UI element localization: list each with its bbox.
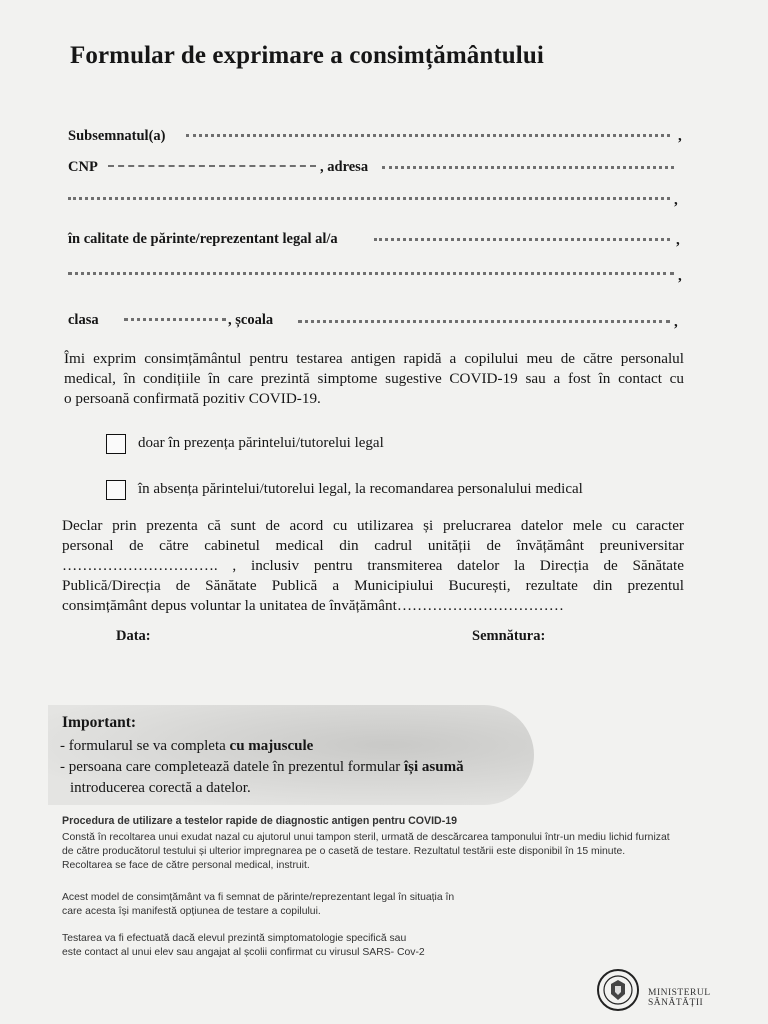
note-line: Testarea va fi efectuată dacă elevul prezintă simptomatologie specifică sau	[62, 933, 407, 944]
option-checkbox-prezenta[interactable]	[106, 434, 126, 454]
important-line-1	[60, 736, 313, 757]
important-line-2	[60, 757, 464, 778]
consent-line: medical, în condițiile în care prezintă simptome sugestive COVID-19 sau a fost în contact cu	[64, 370, 684, 387]
declaration-line: …………………………. , inclusiv pentru transmiterea datelor la Direcția de Sănătate	[62, 557, 684, 574]
clasa-field[interactable]	[124, 318, 226, 321]
procedure-line: Constă în recoltarea unui exudat nazal cu ajutorul unui tampon steril, urmată de descărcarea tamponului într-un mediu lichid furnizat	[62, 832, 670, 843]
calitate-field[interactable]	[374, 238, 670, 241]
scoala-comma: ,	[674, 314, 678, 330]
cnp-field[interactable]	[108, 165, 316, 167]
subsemnatul-comma: ,	[678, 128, 682, 144]
procedure-heading: Procedura de utilizare a testelor rapide de diagnostic antigen pentru COVID-19	[62, 815, 457, 827]
declaration-line: personal de către cabinetul medical din cadrul unității de învățământ preuniversitar	[62, 537, 684, 554]
note-line: care acesta își manifestă opțiunea de testare a copilului.	[62, 906, 321, 917]
calitate-field-line2[interactable]	[68, 272, 674, 275]
procedure-line: de către producătorul testului și ulterior impregnarea pe o casetă de testare. Rezultatul testării este disponibil în 15 minute.	[62, 846, 626, 857]
ministry-line: SĂNĂTĂȚII	[648, 998, 704, 1008]
note-consent	[62, 891, 454, 919]
important-text: - persoana care completează datele în prezentul formular	[60, 759, 404, 775]
ministry-name	[648, 988, 711, 1008]
important-emphasis: cu majuscule	[229, 738, 314, 754]
clasa-label: clasa	[68, 312, 99, 328]
important-emphasis: își asumă	[403, 759, 464, 775]
calitate-label: în calitate de părinte/reprezentant legal al/a	[68, 231, 338, 247]
important-heading: Important:	[62, 714, 137, 731]
consent-line: Îmi exprim consimțământul pentru testarea antigen rapidă a copilului meu de către personalul	[64, 350, 684, 367]
calitate-comma: ,	[676, 232, 680, 248]
note-line: este contact al unui elev sau angajat al școlii confirmat cu virusul SARS- Cov-2	[62, 947, 425, 958]
government-seal-icon	[596, 968, 640, 1012]
subsemnatul-label: Subsemnatul(a)	[68, 128, 166, 144]
date-label: Data:	[116, 628, 151, 644]
ministry-line: MINISTERUL	[648, 988, 711, 998]
declaration-line: Declar prin prezenta că sunt de acord cu utilizarea și prelucrarea datelor mele cu caracter	[62, 517, 684, 534]
important-text: - formularul se va completa	[60, 738, 230, 754]
calitate-comma-2: ,	[678, 268, 682, 284]
option-label-prezenta: doar în prezența părintelui/tutorelui legal	[138, 435, 384, 451]
consent-paragraph	[64, 349, 684, 409]
procedure-line: Recoltarea se face de către personal medical, instruit.	[62, 860, 310, 871]
cnp-label: CNP	[68, 159, 98, 175]
option-label-absenta: în absența părintelui/tutorelui legal, la recomandarea personalului medical	[138, 481, 583, 497]
note-testing	[62, 932, 425, 960]
note-line: Acest model de consimțământ va fi semnat de părinte/reprezentant legal în situația în	[62, 892, 455, 903]
form-title: Formular de exprimare a consimțământului	[70, 42, 544, 69]
declaration-paragraph	[62, 516, 684, 616]
adresa-comma: ,	[674, 192, 678, 208]
consent-line: o persoană confirmată pozitiv COVID-19.	[64, 390, 321, 407]
declaration-line: consimțământ depus voluntar la unitatea de învățământ……………………………	[62, 597, 564, 614]
scoala-field[interactable]	[298, 320, 670, 323]
adresa-label: , adresa	[320, 159, 369, 175]
signature-label: Semnătura:	[472, 628, 546, 644]
subsemnatul-field[interactable]	[186, 134, 670, 137]
adresa-field[interactable]	[382, 166, 674, 169]
adresa-field-line2[interactable]	[68, 197, 670, 200]
scoala-label: , școala	[228, 312, 274, 328]
important-line-3: introducerea corectă a datelor.	[70, 780, 251, 796]
procedure-text	[62, 831, 670, 873]
declaration-line: Publică/Direcția de Sănătate Publică a Municipiului București, rezultate din prezentul	[62, 577, 684, 594]
option-checkbox-absenta[interactable]	[106, 480, 126, 500]
